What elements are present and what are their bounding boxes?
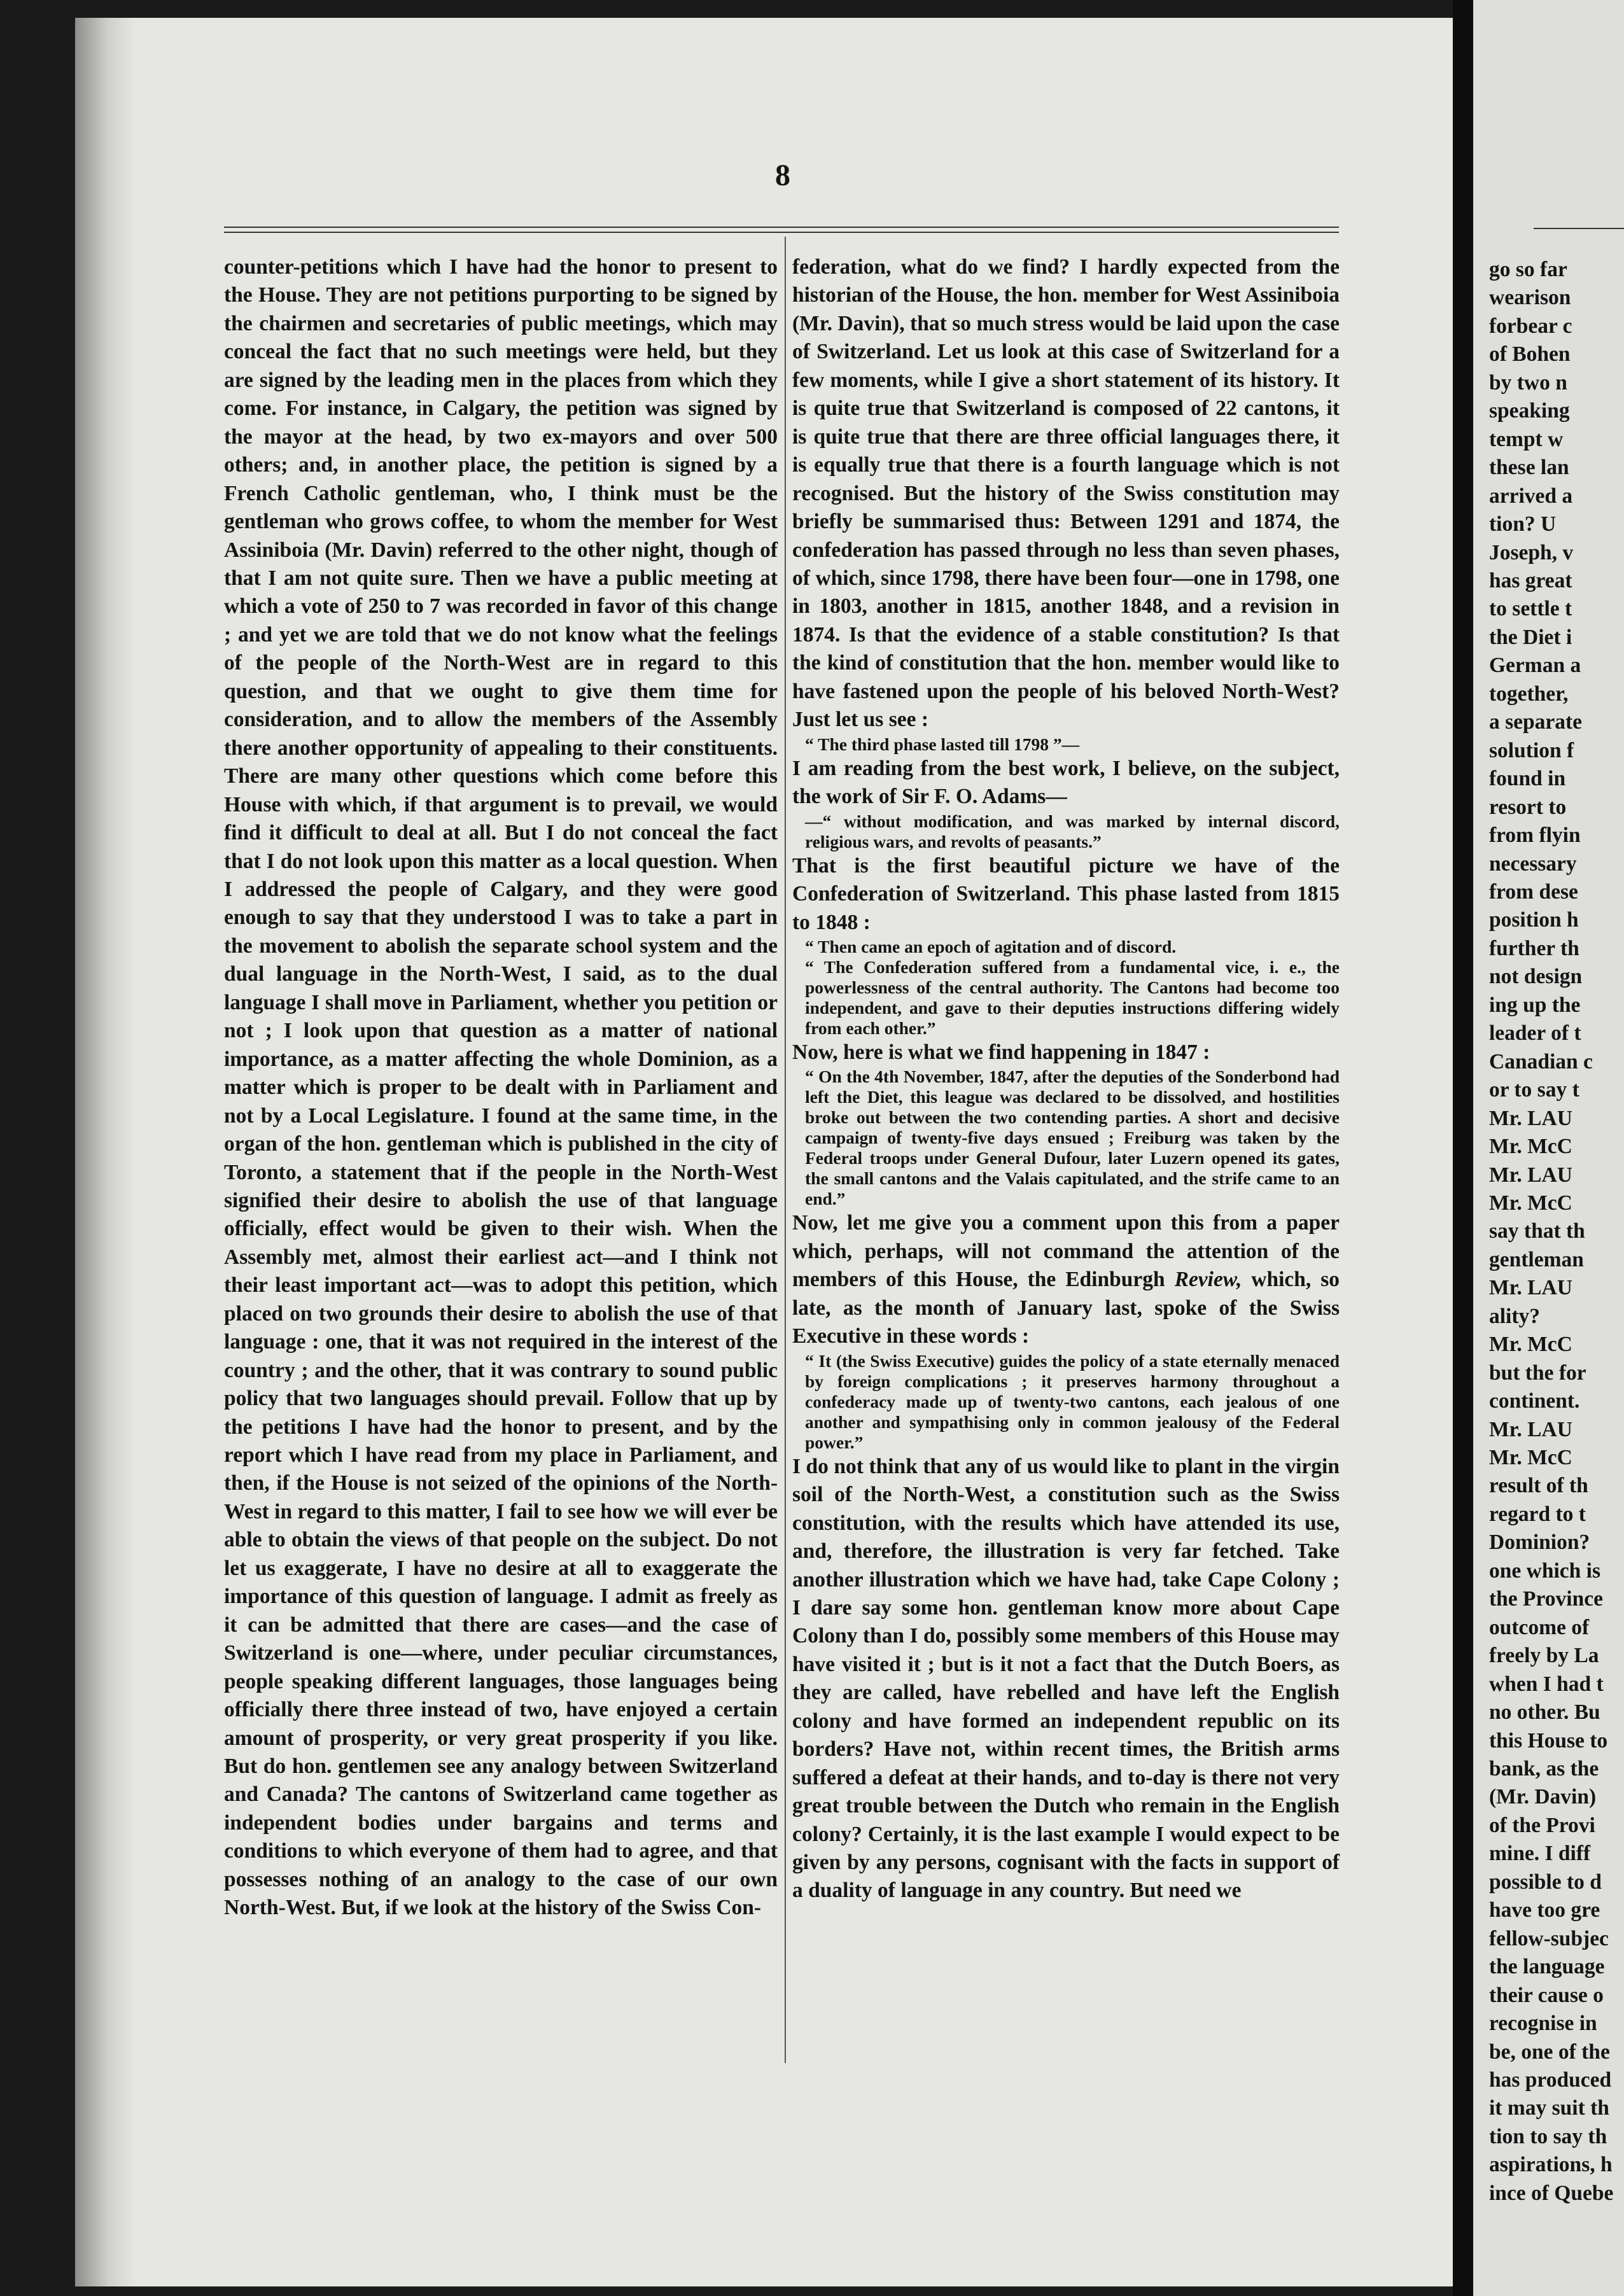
paragraph-switzerland-history: federation, what do we find? I hardly expected from the historian of the House, the hon. member for West Assiniboia (Mr. Davin), that so much stress would be laid upon the case of Switzerland. Let us look at this case of Switzerland for a few moments, while I give a short statement of its history. It is quite true that Switzerland is composed of 22 cantons, it is quite true that there are three official languages there, it is equally true that there is a fourth language which is not recognised. But the history of the Swiss constitution may briefly be summarised thus: Between 1291 and 1874, the confederation has passed through no less than seven phases, of which, since 1798, there have been four—one in 1798, one in 1803, another in 1815, another 1848, and a revision in 1874. Is that the evidence of a stable constitution? Is that the kind of constitution that the hon. member would like to have fastened upon the people of his beloved North-West? Just let us see : <box>792 255 1340 732</box>
quote-without-modification: —“ without modification, and was marked by internal discord, religious wars, and revolts of peasants.” <box>805 811 1340 851</box>
adjacent-page-line: go so far <box>1489 258 1567 281</box>
adjacent-page-line: when I had t <box>1489 1672 1604 1696</box>
adjacent-page-line: the Diet i <box>1489 625 1572 649</box>
adjacent-page-line: their cause o <box>1489 1983 1604 2007</box>
adjacent-page-line: by two n <box>1489 370 1567 395</box>
page-number: 8 <box>775 158 790 192</box>
adjacent-page-line: the Province <box>1489 1587 1603 1611</box>
adjacent-page-line: German a <box>1489 654 1581 678</box>
edinburgh-review-text-b: which, so late, as the month of January last, spoke of the Swiss Executive in these words : <box>792 1268 1340 1348</box>
adjacent-page-line: Canadian c <box>1489 1049 1593 1074</box>
adjacent-page-line: a separate <box>1489 710 1583 734</box>
quote-sonderbond: “ On the 4th November, 1847, after the deputies of the Sonderbond had left the Diet, this league was declared to be dissolved, and hostilities broke out between the two contending parties. A short and decisive campaign of twenty-five days ensued ; Freiburg was taken by the Federal troops under General Dufour, later Luzern opened its gates, the small cantons and the Valais capitulated, and the strife came to an end.” <box>805 1067 1340 1209</box>
adjacent-page-line: speaking <box>1489 399 1570 423</box>
paragraph-1847: Now, here is what we find happening in 1847 : <box>792 1040 1210 1064</box>
adjacent-page-line: together, <box>1489 682 1569 706</box>
adjacent-page-line: (Mr. Davin) <box>1489 1785 1597 1809</box>
adjacent-page-line: continent. <box>1489 1389 1580 1413</box>
quote-third-phase: “ The third phase lasted till 1798 ”— <box>805 734 1080 754</box>
quote-epoch-agitation: “ Then came an epoch of agitation and of discord. <box>805 936 1177 956</box>
adjacent-page-line: Mr. McC <box>1489 1446 1572 1470</box>
adjacent-page-line: not design <box>1489 965 1583 989</box>
adjacent-page-line: Mr. LAU <box>1489 1106 1572 1130</box>
adjacent-page-line: gentleman <box>1489 1247 1584 1271</box>
adjacent-page-line: Mr. McC <box>1489 1135 1572 1159</box>
paragraph-best-work: I am reading from the best work, I believe, on the subject, the work of Sir F. O. Adams— <box>792 756 1340 809</box>
adjacent-page-line: Mr. McC <box>1489 1191 1572 1215</box>
adjacent-page-line: leader of t <box>1489 1021 1581 1046</box>
adjacent-page-line: or to say t <box>1489 1078 1579 1102</box>
paragraph-edinburgh-review <box>792 1209 1340 1350</box>
adjacent-page-line: ince of Quebe <box>1489 2181 1614 2205</box>
adjacent-page-line: but the for <box>1489 1361 1586 1385</box>
adjacent-page-line: recognise in <box>1489 2012 1597 2036</box>
adjacent-page-line: necessary <box>1489 851 1577 876</box>
quote-swiss-executive: “ It (the Swiss Executive) guides the policy of a state eternally menaced by foreign complications ; it preserves harmony throughout a confederacy made up of twenty-two cantons, each jealous of one another and sympathising only in common jealousy of the Federal power.” <box>805 1350 1340 1452</box>
adjacent-page-line: bank, as the <box>1489 1757 1599 1781</box>
adjacent-page-line: found in <box>1489 767 1566 791</box>
adjacent-page-line: the language <box>1489 1955 1605 1979</box>
adjacent-page-line: it may suit th <box>1489 2096 1609 2120</box>
quote-fundamental-vice: “ The Confederation suffered from a fundamental vice, i. e., the powerlessness of the central authority. The Cantons had become too independent, and gave to their deputies instructions differing widely from each other.” <box>805 956 1340 1038</box>
adjacent-page-line: to settle t <box>1489 597 1572 621</box>
paragraph-first-picture: That is the first beautiful picture we have of the Confederation of Switzerland. This phase lasted from 1815 to 1848 : <box>792 853 1340 934</box>
page-fold-shadow <box>75 18 136 2286</box>
adjacent-page-line: resort to <box>1489 795 1567 819</box>
adjacent-page-line: freely by La <box>1489 1644 1599 1668</box>
adjacent-page-line: ing up the <box>1489 993 1581 1017</box>
paragraph-cape-colony: I do not think that any of us would like to plant in the virgin soil of the North-West, a constitution such as the Swiss constitution, with the results which have attended its use, and, therefore, the illustration is very far fetched. Take another illustration which we have had, take Cape Colony ; I dare say some hon. gentleman know more about Cape Colony than I do, possibly some members of this House may have visited it ; but is it not a fact that the Dutch Boers, as they are called, have rebelled and have left the English colony and have formed an independent republic on its borders? Have not, within recent times, the British arms suffered a defeat at their hands, and to-day is there not very great trouble between the Dutch who remain in the English colony? Certainly, it is the last example I would expect to be given by any persons, cognisant with the facts in support of a duality of language in any country. But need we <box>792 1454 1340 1903</box>
adjacent-page-line: from dese <box>1489 879 1578 904</box>
adjacent-page-line: Dominion? <box>1489 1530 1590 1555</box>
adjacent-page-line: position h <box>1489 908 1579 932</box>
adjacent-page-line: of the Provi <box>1489 1813 1595 1837</box>
right-column <box>792 253 1340 1905</box>
adjacent-page-line: result of th <box>1489 1474 1588 1498</box>
left-column <box>224 253 778 1922</box>
adjacent-page-fragment <box>1473 0 1624 2296</box>
adjacent-page-line: has great <box>1489 568 1572 592</box>
adjacent-page-line: tempt w <box>1489 427 1564 451</box>
adjacent-page-line: tion? U <box>1489 512 1557 536</box>
adjacent-page-rule <box>1534 228 1624 229</box>
adjacent-page-line: Mr. McC <box>1489 1333 1572 1357</box>
adjacent-page-line: Joseph, v <box>1489 540 1574 564</box>
adjacent-page-line: outcome of <box>1489 1615 1590 1639</box>
adjacent-page-line: have too gre <box>1489 1898 1600 1922</box>
adjacent-page-line: this House to <box>1489 1728 1608 1753</box>
adjacent-page-line: tion to say th <box>1489 2124 1607 2148</box>
adjacent-page-line: mine. I diff <box>1489 1842 1591 1866</box>
column-divider <box>785 237 786 2063</box>
adjacent-page-line: say that th <box>1489 1219 1585 1243</box>
adjacent-page-line: further th <box>1489 936 1579 960</box>
header-rule-top <box>224 227 1339 228</box>
adjacent-page-line: Mr. LAU <box>1489 1417 1572 1441</box>
adjacent-page-line: has produced <box>1489 2068 1612 2092</box>
adjacent-page-line: arrived a <box>1489 484 1573 508</box>
adjacent-page-line: one which is <box>1489 1558 1600 1583</box>
adjacent-page-line: regard to t <box>1489 1502 1586 1526</box>
adjacent-page-lines <box>1473 256 1624 2208</box>
adjacent-page-line: aspirations, h <box>1489 2153 1613 2177</box>
adjacent-page-line: no other. Bu <box>1489 1700 1600 1725</box>
adjacent-page-line: fellow-subjec <box>1489 1926 1609 1950</box>
adjacent-page-line: these lan <box>1489 456 1569 480</box>
adjacent-page-line: possible to d <box>1489 1870 1602 1894</box>
adjacent-page-line: from flyin <box>1489 823 1581 848</box>
left-column-text: counter-petitions which I have had the honor to present to the House. They are not petitions purporting to be signed by the chairmen and secretaries of public meetings, which may conceal the fact that no such meetings were held, but they are signed by the leading men in the places from which they come. For instance, in Calgary, the petition was signed by the mayor at the head, by two ex-mayors and over 500 others; and, in another place, the petition is signed by a French Catholic gentleman, who, I think must be the gentleman who grows coffee, to whom the member for West Assiniboia (Mr. Davin) referred to the other night, though of that I am not quite sure. Then we have a public meeting at which a vote of 250 to 7 was recorded in favor of this change ; and yet we are told that we do not know what the feelings of the people of the North-West are in regard to this question, and that we ought to give them time for consideration, and to allow the members of the Assembly there another opportunity of appealing to their constituents. There are many other questions which come before this House with which, if that argument is to prevail, we would find it difficult to deal at all. But I do not conceal the fact that I do not look upon this matter as a local question. When I addressed the people of Calgary, and they were good enough to say that they understood I was to take a part in the movement to abolish the separate school system and the dual language in the North-West, I said, as to the dual language I shall move in Parliament, whether you petition or not ; I look upon that question as a matter of national importance, as a matter affecting the whole Dominion, as a matter which is proper to be dealt with in Parliament and not by a Local Legislature. I found at the same time, in the organ of the hon. gentleman which is published in the city of Toronto, a statement that if the people in the North-West signified their desire to abolish the use of that language officially, effect would be given to their wish. When the Assembly met, almost their earliest act—and I think not their least important act—was to adopt this petition, which placed on two grounds their desire to abolish the use of that language : one, that it was not required in the interest of the country ; and the other, that it was contrary to sound public policy that two languages should prevail. Follow that up by the petitions I have had the honor to present, and by the report which I have read from my place in Parliament, and then, if the House is not seized of the opinions of the North-West in regard to this matter, I fail to see how we will ever be able to obtain the views of that people on the subject. Do not let us exaggerate, I have no desire at all to exaggerate the importance of this question of language. I admit as freely as it can be admitted that there are cases—and the case of Switzerland is one—where, under peculiar circumstances, people speaking different languages, those languages being officially there three instead of two, have enjoyed a certain amount of prosperity, or very great prosperity if you like. But do hon. gentlemen see any analogy between Switzerland and Canada? The cantons of Switzerland came together as independent bodies under bargains and terms and conditions to which everyone of them had to agree, and that possesses nothing of an analogy to the case of our own North-West. But, if we look at the history of the Swiss Con- <box>224 255 778 1920</box>
adjacent-page-line: Mr. LAU <box>1489 1276 1572 1300</box>
book-spine <box>1453 0 1473 2296</box>
adjacent-page-line: Mr. LAU <box>1489 1163 1572 1187</box>
adjacent-page-line: be, one of the <box>1489 2040 1610 2064</box>
adjacent-page-line: ality? <box>1489 1304 1541 1328</box>
adjacent-page-line: wearison <box>1489 286 1571 310</box>
adjacent-page-line: forbear c <box>1489 314 1572 338</box>
edinburgh-review-text-a: Now, let me give you a comment upon this from a paper which, perhaps, will not command the attention of the members of this House, the Edinburgh <box>792 1211 1340 1292</box>
review-italic: Review, <box>1174 1268 1242 1292</box>
header-rule-bottom <box>224 232 1339 233</box>
adjacent-page-line: solution f <box>1489 738 1574 762</box>
adjacent-page-line: of Bohen <box>1489 342 1571 367</box>
